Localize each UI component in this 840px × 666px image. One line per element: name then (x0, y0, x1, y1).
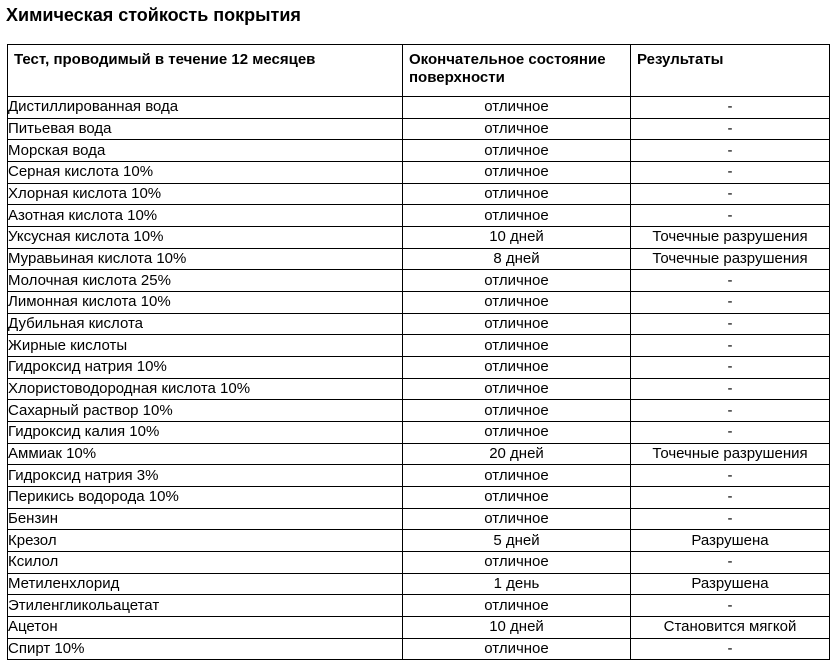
cell-result: - (631, 552, 830, 574)
table-row (8, 465, 830, 487)
header-result: Результаты (631, 45, 830, 97)
cell-test: Аммиак 10% (8, 443, 403, 465)
cell-test: Лимонная кислота 10% (8, 292, 403, 314)
cell-result: - (631, 357, 830, 379)
cell-state: отличное (403, 357, 631, 379)
cell-test: Бензин (8, 508, 403, 530)
cell-test: Молочная кислота 25% (8, 270, 403, 292)
cell-test: Ксилол (8, 552, 403, 574)
cell-test: Питьевая вода (8, 118, 403, 140)
cell-result: - (631, 183, 830, 205)
cell-test: Дистиллированная вода (8, 97, 403, 119)
cell-test: Крезол (8, 530, 403, 552)
cell-state: отличное (403, 465, 631, 487)
cell-state: 10 дней (403, 617, 631, 639)
cell-state: 5 дней (403, 530, 631, 552)
cell-state: отличное (403, 140, 631, 162)
table-row (8, 530, 830, 552)
cell-test: Морская вода (8, 140, 403, 162)
cell-state: отличное (403, 508, 631, 530)
cell-state: отличное (403, 205, 631, 227)
header-state: Окончательное состояние поверхности (403, 45, 631, 97)
cell-result: - (631, 487, 830, 509)
cell-state: 20 дней (403, 443, 631, 465)
table-row (8, 400, 830, 422)
table-row (8, 270, 830, 292)
cell-state: отличное (403, 162, 631, 184)
cell-state: отличное (403, 552, 631, 574)
cell-test: Этиленгликольацетат (8, 595, 403, 617)
table-row (8, 162, 830, 184)
cell-result: Точечные разрушения (631, 227, 830, 249)
cell-result: - (631, 313, 830, 335)
cell-state: отличное (403, 378, 631, 400)
table-header (8, 45, 830, 97)
cell-result: - (631, 378, 830, 400)
cell-result: Становится мягкой (631, 617, 830, 639)
cell-result: - (631, 118, 830, 140)
table-row (8, 638, 830, 660)
cell-result: - (631, 292, 830, 314)
table-row (8, 487, 830, 509)
cell-result: Разрушена (631, 530, 830, 552)
table-row (8, 227, 830, 249)
cell-result: - (631, 335, 830, 357)
table-row (8, 205, 830, 227)
table-row (8, 443, 830, 465)
table-row (8, 357, 830, 379)
table-body (8, 97, 830, 660)
cell-state: отличное (403, 595, 631, 617)
cell-state: отличное (403, 487, 631, 509)
cell-result: - (631, 140, 830, 162)
header-test: Тест, проводимый в течение 12 месяцев (8, 45, 403, 97)
cell-test: Уксусная кислота 10% (8, 227, 403, 249)
cell-result: - (631, 595, 830, 617)
cell-result: - (631, 465, 830, 487)
cell-test: Муравьиная кислота 10% (8, 248, 403, 270)
table-row (8, 248, 830, 270)
cell-result: Разрушена (631, 573, 830, 595)
table-row (8, 97, 830, 119)
cell-test: Гидроксид калия 10% (8, 422, 403, 444)
cell-state: отличное (403, 638, 631, 660)
cell-state: отличное (403, 292, 631, 314)
cell-state: 8 дней (403, 248, 631, 270)
table-row (8, 552, 830, 574)
cell-state: 10 дней (403, 227, 631, 249)
cell-result: - (631, 508, 830, 530)
cell-state: 1 день (403, 573, 631, 595)
cell-test: Гидроксид натрия 10% (8, 357, 403, 379)
table-row (8, 140, 830, 162)
table-row (8, 617, 830, 639)
header-row (8, 45, 830, 97)
cell-test: Сахарный раствор 10% (8, 400, 403, 422)
cell-state: отличное (403, 183, 631, 205)
table-row (8, 335, 830, 357)
cell-state: отличное (403, 118, 631, 140)
cell-result: - (631, 422, 830, 444)
cell-state: отличное (403, 270, 631, 292)
cell-state: отличное (403, 97, 631, 119)
cell-test: Ацетон (8, 617, 403, 639)
cell-test: Гидроксид натрия 3% (8, 465, 403, 487)
table-row (8, 313, 830, 335)
cell-test: Хлористоводородная кислота 10% (8, 378, 403, 400)
cell-result: Точечные разрушения (631, 443, 830, 465)
cell-result: - (631, 205, 830, 227)
cell-result: - (631, 162, 830, 184)
cell-state: отличное (403, 313, 631, 335)
cell-result: - (631, 270, 830, 292)
cell-test: Дубильная кислота (8, 313, 403, 335)
table-row (8, 508, 830, 530)
table-row (8, 183, 830, 205)
cell-test: Хлорная кислота 10% (8, 183, 403, 205)
cell-test: Жирные кислоты (8, 335, 403, 357)
cell-result: - (631, 400, 830, 422)
cell-test: Метиленхлорид (8, 573, 403, 595)
cell-state: отличное (403, 422, 631, 444)
cell-test: Серная кислота 10% (8, 162, 403, 184)
table-row (8, 118, 830, 140)
cell-test: Спирт 10% (8, 638, 403, 660)
cell-state: отличное (403, 335, 631, 357)
cell-state: отличное (403, 400, 631, 422)
table-row (8, 595, 830, 617)
cell-test: Перикись водорода 10% (8, 487, 403, 509)
cell-result: Точечные разрушения (631, 248, 830, 270)
cell-result: - (631, 638, 830, 660)
cell-test: Азотная кислота 10% (8, 205, 403, 227)
table-row (8, 573, 830, 595)
page-title: Химическая стойкость покрытия (6, 5, 301, 25)
cell-result: - (631, 97, 830, 119)
table-row (8, 292, 830, 314)
table-row (8, 378, 830, 400)
chemical-resistance-table (7, 44, 830, 660)
table-row (8, 422, 830, 444)
